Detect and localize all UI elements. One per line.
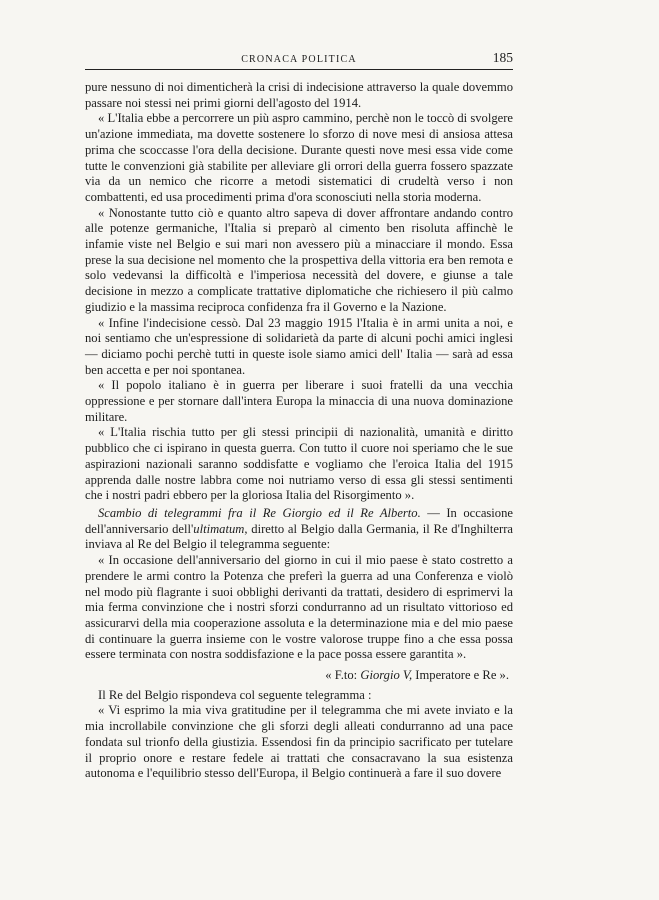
signature-prefix: « F.to:: [325, 668, 361, 683]
book-page: [85, 47, 513, 782]
paragraph: « L'Italia rischia tutto per gli stessi principii di nazionalità, umanità e diritto pubblico che ci ispirano in questa guerra. Con tutto il cuore noi speriamo che le sue aspirazioni nazionali saranno soddisfatte e vogliamo che l'eroica Italia del 1915 apprenda dalle nostre labbra come noi nutriamo verso di essa gli stessi sentimenti che i nostri padri ebbero per la gloriosa Italia del Risorgimento ».: [85, 425, 513, 503]
paragraph: pure nessuno di noi dimenticherà la crisi di indecisione attraverso la quale dovemmo passare noi stessi nei primi giorni dell'agosto del 1914.: [85, 80, 513, 110]
section-title: Scambio di telegrammi fra il Re Giorgio ed il Re Alberto.: [98, 505, 421, 520]
telegram-king-albert: « Vi esprimo la mia viva gratitudine per il telegramma che mi avete inviato e la mia incrollabile convinzione che gli sforzi degli alleati condurranno ad una pace fondata sul trionfo della giustizia. Essendosi fin da principio sacrificato per tutelare il proprio onore e restare fedele ai trattati che consacravano la sua esistenza autonoma e l'equilibrio stesso dell'Europa, il Belgio continuerà a fare il suo dovere: [85, 703, 513, 781]
page-number: 185: [492, 50, 513, 65]
paragraph: « Infine l'indecisione cessò. Dal 23 maggio 1915 l'Italia è in armi unita a noi, e noi sentiamo che un'espressione di solidarietà da parte di alcuni pochi amici inglesi — diciamo pochi perchè tutti in queste isole siamo amici dell' Italia — sarà ad essa ben accetta e per noi spontanea.: [85, 315, 513, 377]
paragraph: « L'Italia ebbe a percorrere un più aspro cammino, perchè non le toccò di svolgere un'azione immediata, ma dovette sostenere lo sforzo di nove mesi di ansiosa attesa prima che scoccasse l'ora della decisione. Durante questi nove mesi essa vide come tutte le convenzioni già stabilite per alleviare gli orrori della guerra fossero spazzate via da un nemico che ricorre a metodi sistematici di crudeltà verso i non combattenti, ed usa procedimenti prima d'ora sconosciuti nella storia moderna.: [85, 111, 513, 204]
signature-suffix: Imperatore e Re ».: [412, 668, 509, 683]
section-paragraph: [85, 506, 513, 553]
running-title: CRONACA POLITICA: [241, 54, 357, 65]
section-intro-emphasis: ultimatum: [193, 521, 245, 536]
paragraph: « Nonostante tutto ciò e quanto altro sapeva di dover affrontare andando contro alle potenze germaniche, l'Italia si preparò al cimento ben risoluta affinchè le infamie viste nel Belgio e sui mari non avessero più a minacciare il mondo. Essa prese la sua decisione nel momento che la prospettiva della vittoria era ben remota e solo vedevansi la difficoltà e l'imperiosa necessità del dovere, e giunse a tale decisione in mezzo a complicate trattative diplomatiche che richiesero il più calmo giudizio e la massima reciproca confidenza fra il Governo e la Nazione.: [85, 205, 513, 314]
paragraph: « Il popolo italiano è in guerra per liberare i suoi fratelli da una vecchia oppressione e per stornare dall'intera Europa la minaccia di una nuova dominazione militare.: [85, 378, 513, 424]
section-intro-end: , diretto al Belgio dalla Germania, il Re d'Inghilterra inviava al Re del Belgio il telegramma seguente:: [85, 521, 513, 552]
section-intro: — In occasione dell'anniversario dell': [85, 505, 513, 536]
running-header: [85, 47, 513, 70]
telegram-king-george: « In occasione dell'anniversario del giorno in cui il mio paese è stato costretto a prendere le armi contro la Potenza che preferì la guerra ad una Conferenza e violò nel modo più flagrante i suoi obblighi derivanti da trattati, desidero di esprimervi la mia ferma convinzione che i nostri sforzi condurranno ad un risultato vittorioso ed assicurarvi della mia cooperazione assoluta e la determinazione mia e del mio paese di continuare la guerra insieme con le vostre valorose truppe fino a che essa possa essere terminata con nostra soddisfazione e la pace possa essere garantita ».: [85, 553, 513, 662]
body-text: [85, 80, 513, 782]
reply-intro: Il Re del Belgio rispondeva col seguente telegramma :: [98, 687, 372, 702]
signature: [85, 668, 513, 684]
signature-name: Giorgio V,: [360, 668, 413, 683]
